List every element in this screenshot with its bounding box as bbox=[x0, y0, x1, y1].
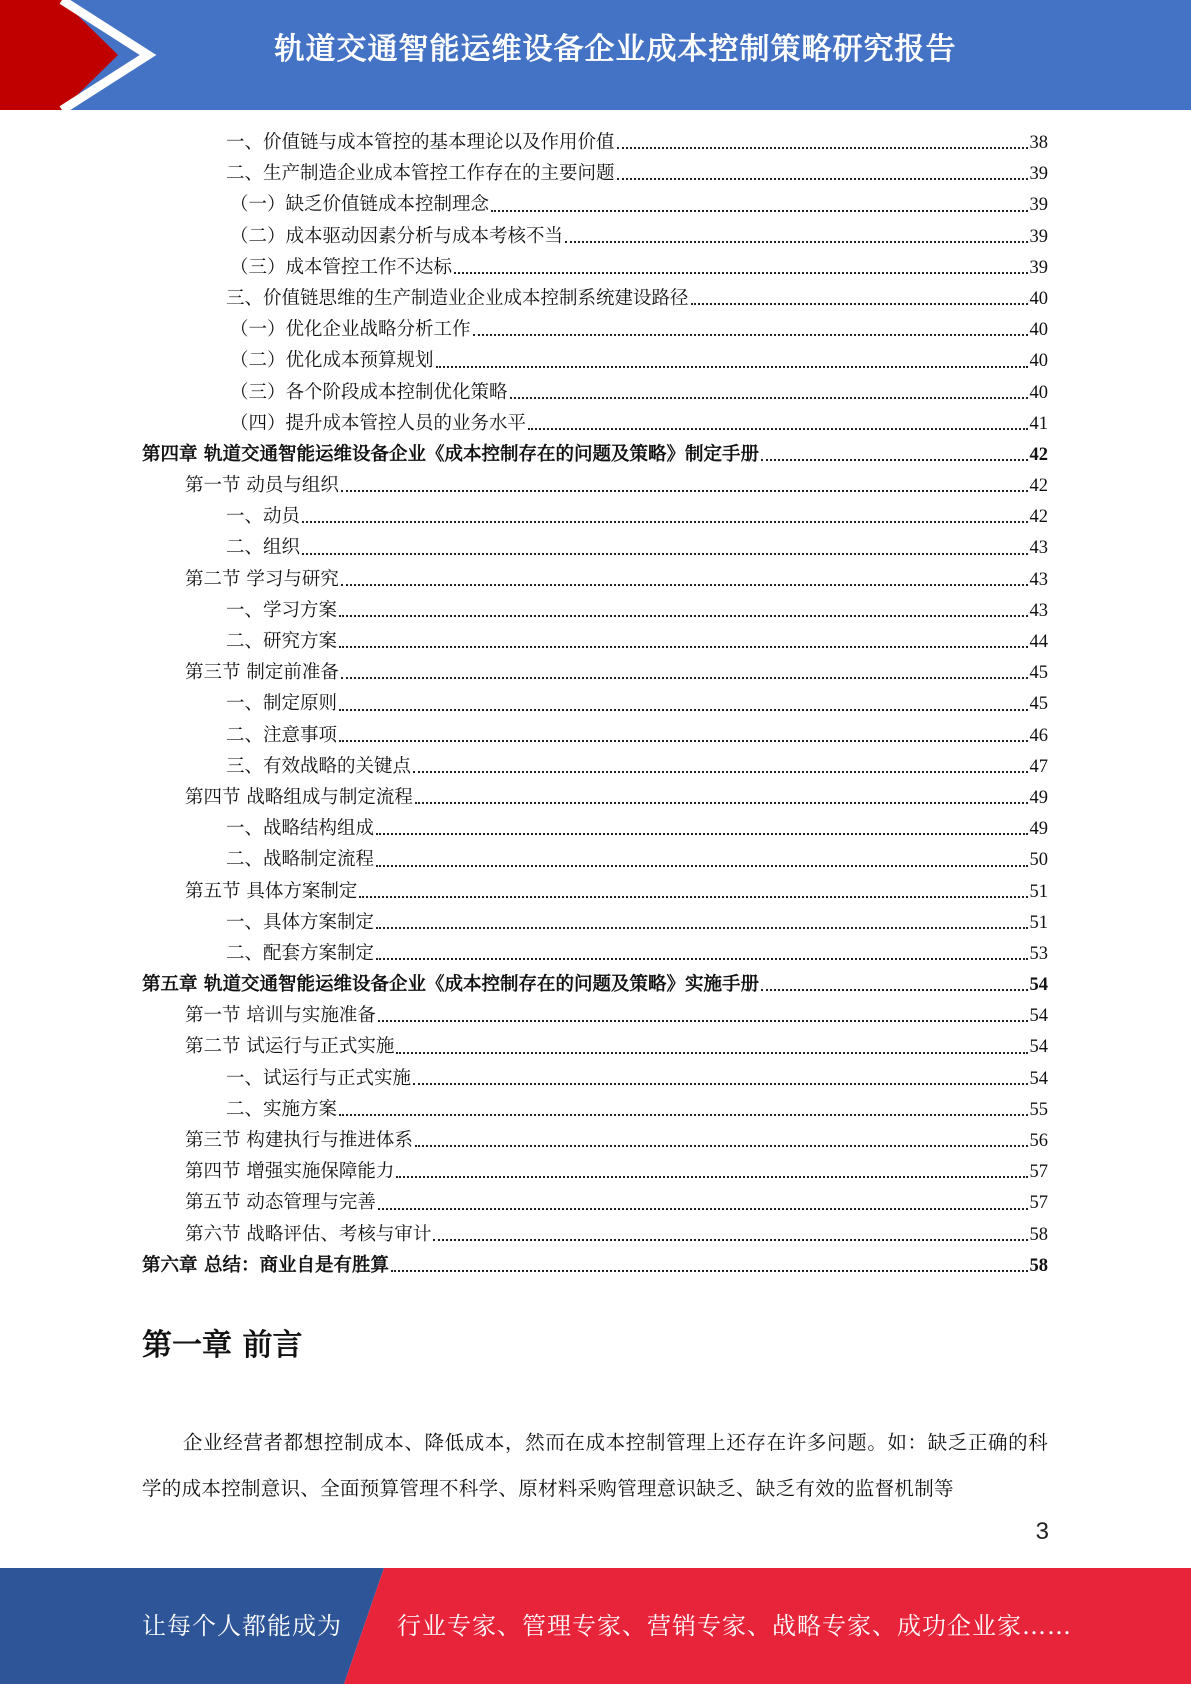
toc-entry-title: 第四节 增强实施保障能力 bbox=[185, 1161, 395, 1183]
toc-leader-dots bbox=[376, 957, 1027, 960]
toc-entry-page: 40 bbox=[1029, 320, 1048, 341]
toc-leader-dots bbox=[510, 396, 1028, 399]
toc-leader-dots bbox=[396, 1175, 1027, 1178]
toc-entry[interactable] bbox=[142, 532, 1048, 563]
toc-entry[interactable] bbox=[142, 283, 1048, 314]
toc-entry-title: （三）成本管控工作不达标 bbox=[230, 256, 453, 278]
toc-entry-title: 二、研究方案 bbox=[226, 631, 338, 652]
toc-entry-page: 54 bbox=[1029, 975, 1048, 996]
toc-entry-page: 43 bbox=[1029, 538, 1048, 559]
toc-entry-title: 第五章 轨道交通智能运维设备企业《成本控制存在的问题及策略》实施手册 bbox=[142, 974, 759, 996]
toc-entry-title: 三、价值链思维的生产制造业企业成本控制系统建设路径 bbox=[226, 287, 689, 309]
toc-entry-page: 53 bbox=[1029, 943, 1048, 964]
toc-entry-title: 二、注意事项 bbox=[226, 724, 338, 746]
chapter-heading: 第一章 前言 bbox=[142, 1328, 303, 1363]
toc-entry-title: 第四章 轨道交通智能运维设备企业《成本控制存在的问题及策略》制定手册 bbox=[142, 443, 759, 465]
toc-entry[interactable] bbox=[142, 1219, 1048, 1250]
toc-entry[interactable] bbox=[142, 1250, 1048, 1281]
toc-entry-page: 51 bbox=[1029, 881, 1048, 902]
toc-entry[interactable] bbox=[142, 1094, 1048, 1125]
toc-entry-title: 二、战略制定流程 bbox=[226, 849, 375, 871]
toc-entry-title: 第二节 学习与研究 bbox=[185, 568, 339, 590]
toc-entry[interactable] bbox=[142, 221, 1048, 252]
toc-leader-dots bbox=[378, 1207, 1028, 1210]
toc-leader-dots bbox=[302, 520, 1027, 523]
toc-entry-title: 一、具体方案制定 bbox=[226, 911, 375, 933]
toc-leader-dots bbox=[433, 1238, 1027, 1241]
toc-entry-page: 42 bbox=[1029, 444, 1048, 465]
toc-entry[interactable] bbox=[142, 657, 1048, 688]
toc-leader-dots bbox=[376, 864, 1027, 867]
toc-entry-page: 45 bbox=[1029, 663, 1048, 684]
page-footer bbox=[0, 1568, 1191, 1684]
toc-entry-title: （二）成本驱动因素分析与成本考核不当 bbox=[230, 225, 564, 247]
toc-entry[interactable] bbox=[142, 938, 1048, 969]
toc-entry-title: 第一节 培训与实施准备 bbox=[185, 1005, 376, 1027]
toc-leader-dots bbox=[761, 458, 1028, 461]
toc-entry-page: 46 bbox=[1029, 725, 1048, 746]
toc-entry-title: 第六节 战略评估、考核与审计 bbox=[185, 1223, 432, 1245]
toc-leader-dots bbox=[341, 583, 1028, 586]
toc-leader-dots bbox=[359, 895, 1027, 898]
toc-entry[interactable] bbox=[142, 1187, 1048, 1218]
toc-leader-dots bbox=[436, 365, 1028, 368]
toc-leader-dots bbox=[415, 1144, 1028, 1147]
toc-leader-dots bbox=[617, 177, 1028, 180]
toc-entry[interactable] bbox=[142, 439, 1048, 470]
toc-entry[interactable] bbox=[142, 720, 1048, 751]
toc-entry-title: （一）优化企业战略分析工作 bbox=[230, 319, 471, 341]
toc-entry[interactable] bbox=[142, 751, 1048, 782]
toc-entry[interactable] bbox=[142, 1063, 1048, 1094]
toc-leader-dots bbox=[391, 1269, 1028, 1272]
toc-entry-page: 43 bbox=[1029, 600, 1048, 621]
toc-entry[interactable] bbox=[142, 345, 1048, 376]
toc-leader-dots bbox=[396, 1051, 1027, 1054]
toc-entry-title: 二、生产制造企业成本管控工作存在的主要问题 bbox=[226, 163, 615, 185]
toc-entry-title: （二）优化成本预算规划 bbox=[230, 350, 434, 372]
toc-leader-dots bbox=[378, 1019, 1028, 1022]
toc-leader-dots bbox=[528, 427, 1027, 430]
toc-entry-title: 第五节 动态管理与完善 bbox=[185, 1192, 376, 1214]
toc-leader-dots bbox=[415, 801, 1028, 804]
toc-leader-dots bbox=[413, 1082, 1027, 1085]
toc-entry-title: 第三节 制定前准备 bbox=[185, 662, 339, 684]
toc-entry[interactable] bbox=[142, 876, 1048, 907]
footer-slogan-right: 行业专家、管理专家、营销专家、战略专家、成功企业家…… bbox=[397, 1612, 1072, 1640]
toc-entry-title: 第二节 试运行与正式实施 bbox=[185, 1036, 395, 1058]
toc-leader-dots bbox=[339, 1113, 1027, 1116]
toc-leader-dots bbox=[491, 209, 1027, 212]
toc-entry[interactable] bbox=[142, 158, 1048, 189]
toc-entry[interactable] bbox=[142, 595, 1048, 626]
toc-leader-dots bbox=[376, 926, 1027, 929]
toc-entry-title: 第一节 动员与组织 bbox=[185, 475, 339, 497]
toc-entry[interactable] bbox=[142, 813, 1048, 844]
table-of-contents bbox=[142, 127, 1048, 1281]
toc-entry-title: （三）各个阶段成本控制优化策略 bbox=[230, 381, 508, 403]
toc-leader-dots bbox=[339, 708, 1027, 711]
page-header bbox=[0, 0, 1191, 110]
toc-entry[interactable] bbox=[142, 314, 1048, 345]
footer-slogan-left: 让每个人都能成为 bbox=[142, 1612, 342, 1640]
toc-entry-page: 58 bbox=[1029, 1224, 1048, 1245]
toc-entry-title: 二、配套方案制定 bbox=[226, 942, 375, 964]
toc-entry-page: 54 bbox=[1029, 1068, 1048, 1089]
toc-entry-page: 39 bbox=[1029, 195, 1048, 216]
toc-leader-dots bbox=[454, 271, 1027, 274]
toc-entry-title: 二、实施方案 bbox=[226, 1098, 338, 1120]
toc-entry-page: 51 bbox=[1029, 912, 1048, 933]
toc-entry-page: 44 bbox=[1029, 632, 1048, 652]
toc-leader-dots bbox=[761, 988, 1028, 991]
toc-entry[interactable] bbox=[142, 1156, 1048, 1187]
toc-entry-page: 50 bbox=[1029, 850, 1048, 871]
toc-leader-dots bbox=[565, 240, 1027, 243]
toc-entry[interactable] bbox=[142, 626, 1048, 657]
toc-leader-dots bbox=[617, 146, 1028, 149]
toc-leader-dots bbox=[341, 489, 1028, 492]
toc-entry-page: 42 bbox=[1029, 507, 1048, 528]
toc-entry-page: 47 bbox=[1029, 756, 1048, 777]
toc-leader-dots bbox=[339, 614, 1027, 617]
toc-leader-dots bbox=[691, 302, 1028, 305]
toc-entry[interactable] bbox=[142, 127, 1048, 158]
toc-entry[interactable] bbox=[142, 1031, 1048, 1062]
toc-entry-page: 49 bbox=[1029, 819, 1048, 840]
toc-entry[interactable] bbox=[142, 782, 1048, 813]
toc-entry-page: 58 bbox=[1029, 1255, 1048, 1276]
toc-entry-page: 45 bbox=[1029, 694, 1048, 715]
toc-entry-page: 41 bbox=[1029, 413, 1048, 434]
toc-entry-title: 第三节 构建执行与推进体系 bbox=[185, 1130, 413, 1151]
page-number: 3 bbox=[1035, 1518, 1049, 1545]
toc-entry-page: 43 bbox=[1029, 569, 1048, 590]
toc-entry-title: 一、试运行与正式实施 bbox=[226, 1067, 412, 1089]
toc-leader-dots bbox=[341, 676, 1028, 679]
toc-entry-title: 一、战略结构组成 bbox=[226, 818, 375, 840]
toc-entry-page: 42 bbox=[1029, 476, 1048, 497]
toc-entry-page: 54 bbox=[1029, 1037, 1048, 1058]
toc-entry[interactable] bbox=[142, 1125, 1048, 1156]
toc-entry[interactable] bbox=[142, 564, 1048, 595]
toc-entry[interactable] bbox=[142, 501, 1048, 532]
toc-entry-page: 38 bbox=[1029, 133, 1048, 153]
toc-entry-page: 40 bbox=[1029, 382, 1048, 403]
toc-entry-title: 三、有效战略的关键点 bbox=[226, 755, 412, 777]
toc-entry-page: 54 bbox=[1029, 1006, 1048, 1027]
toc-entry[interactable] bbox=[142, 907, 1048, 938]
toc-entry-page: 40 bbox=[1029, 288, 1048, 309]
body-paragraph: 企业经营者都想控制成本、降低成本，然而在成本控制管理上还存在许多问题。如：缺乏正确的科学的成本控制意识、全面预算管理不科学、原材料采购管理意识缺乏、缺乏有效的监督机制等 bbox=[142, 1431, 1048, 1500]
toc-leader-dots bbox=[473, 333, 1028, 336]
toc-entry-title: 一、动员 bbox=[226, 506, 301, 528]
toc-entry[interactable] bbox=[142, 470, 1048, 501]
toc-entry-page: 57 bbox=[1029, 1193, 1048, 1214]
toc-entry-page: 40 bbox=[1029, 351, 1048, 372]
toc-leader-dots bbox=[376, 832, 1027, 835]
toc-entry-title: 一、学习方案 bbox=[226, 599, 338, 621]
toc-leader-dots bbox=[302, 552, 1027, 555]
toc-entry[interactable] bbox=[142, 1000, 1048, 1031]
toc-leader-dots bbox=[339, 645, 1027, 648]
toc-leader-dots bbox=[413, 770, 1027, 773]
toc-entry-page: 39 bbox=[1029, 226, 1048, 247]
toc-entry-title: （一）缺乏价值链成本控制理念 bbox=[230, 194, 490, 216]
toc-entry-title: 第四节 战略组成与制定流程 bbox=[185, 786, 413, 808]
toc-entry-page: 55 bbox=[1029, 1099, 1048, 1120]
toc-entry-title: 第六章 总结：商业自是有胜算 bbox=[142, 1254, 389, 1276]
toc-entry-title: 第五节 具体方案制定 bbox=[185, 880, 358, 902]
toc-entry-page: 39 bbox=[1029, 164, 1048, 185]
toc-entry[interactable] bbox=[142, 969, 1048, 1000]
toc-entry[interactable] bbox=[142, 844, 1048, 875]
toc-entry[interactable] bbox=[142, 688, 1048, 719]
toc-entry-title: 一、制定原则 bbox=[226, 693, 338, 715]
toc-entry[interactable] bbox=[142, 377, 1048, 408]
toc-entry-title: 一、价值链与成本管控的基本理论以及作用价值 bbox=[226, 132, 615, 153]
toc-entry-title: （四）提升成本管控人员的业务水平 bbox=[230, 412, 527, 434]
toc-leader-dots bbox=[339, 739, 1027, 742]
toc-entry-page: 57 bbox=[1029, 1162, 1048, 1183]
toc-entry[interactable] bbox=[142, 252, 1048, 283]
toc-entry[interactable] bbox=[142, 408, 1048, 439]
report-title: 轨道交通智能运维设备企业成本控制策略研究报告 bbox=[274, 32, 957, 67]
toc-entry-page: 56 bbox=[1029, 1131, 1048, 1151]
toc-entry-page: 39 bbox=[1029, 257, 1048, 278]
toc-entry-page: 49 bbox=[1029, 787, 1048, 808]
toc-entry[interactable] bbox=[142, 189, 1048, 220]
toc-entry-title: 二、组织 bbox=[226, 537, 301, 559]
